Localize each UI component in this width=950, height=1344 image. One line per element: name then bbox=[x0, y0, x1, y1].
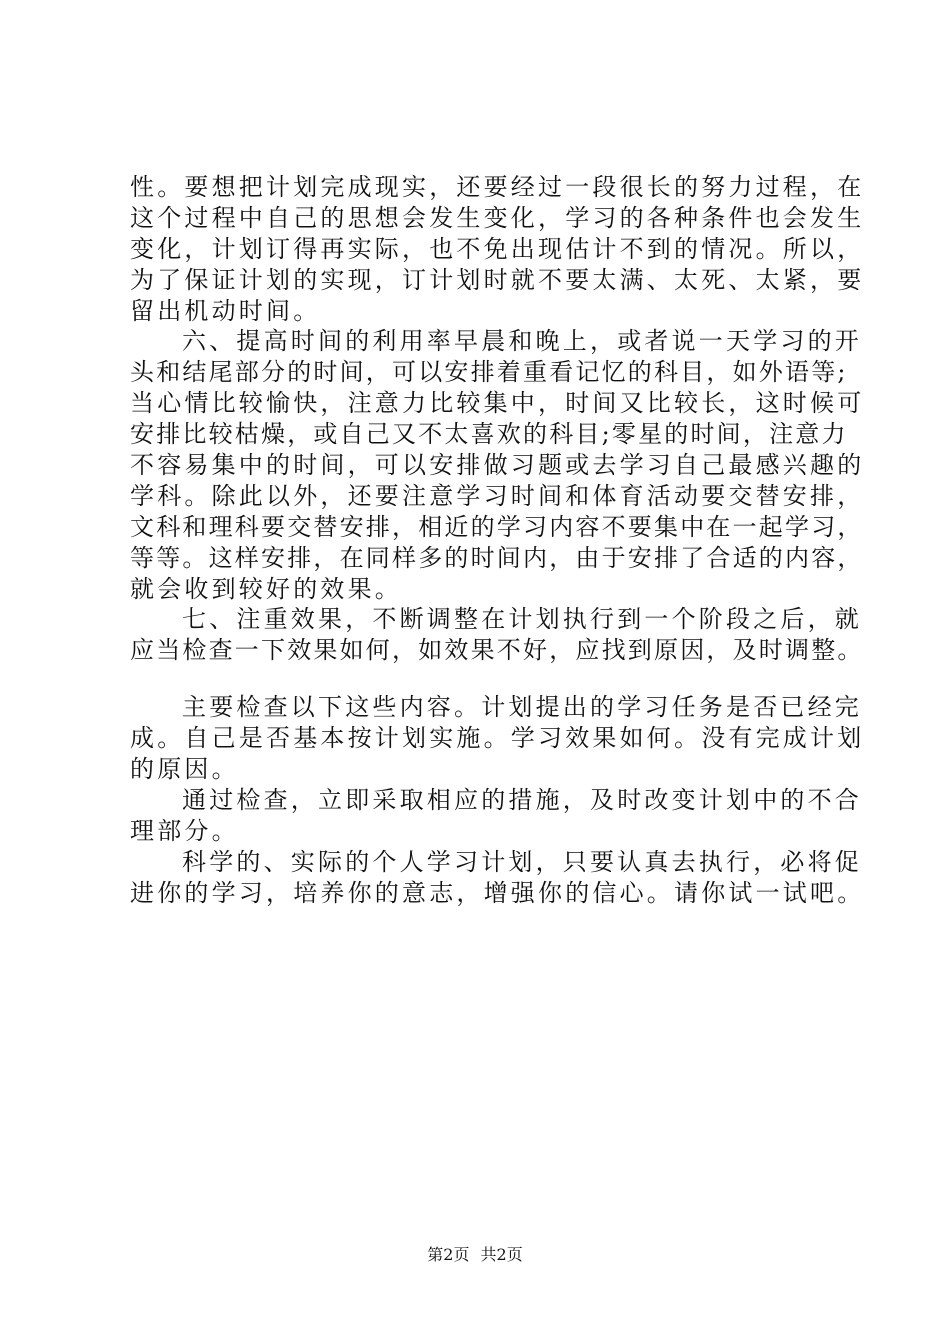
text-line: 当心情比较愉快，注意力比较集中，时间又比较长，这时候可 bbox=[130, 389, 865, 418]
document-body bbox=[130, 172, 865, 908]
text-line: 进你的学习，培养你的意志，增强你的信心。请你试一试吧。 bbox=[130, 878, 865, 907]
text-line: 理部分。 bbox=[130, 816, 239, 845]
page-footer bbox=[0, 1245, 950, 1265]
text-line: 头和结尾部分的时间，可以安排着重看记忆的科目，如外语等; bbox=[130, 358, 848, 387]
text-line: 安排比较枯燥，或自己又不太喜欢的科目;零星的时间，注意力 bbox=[130, 420, 848, 449]
text-line: 七、注重效果，不断调整在计划执行到一个阶段之后，就 bbox=[182, 605, 862, 634]
text-line: 科学的、实际的个人学习计划，只要认真去执行，必将促 bbox=[182, 847, 862, 876]
text-line: 为了保证计划的实现，订计划时就不要太满、太死、太紧，要 bbox=[130, 265, 865, 294]
text-line: 这个过程中自己的思想会发生变化，学习的各种条件也会发生 bbox=[130, 203, 865, 232]
text-line: 应当检查一下效果如何，如效果不好，应找到原因，及时调整。 bbox=[130, 636, 864, 665]
text-line: 变化，计划订得再实际，也不免出现估计不到的情况。所以， bbox=[130, 234, 865, 263]
text-line: 文科和理科要交替安排，相近的学习内容不要集中在一起学习， bbox=[130, 512, 864, 541]
text-line: 就会收到较好的效果。 bbox=[130, 574, 402, 603]
page-total: 共2页 bbox=[480, 1245, 523, 1264]
text-line: 学科。除此以外，还要注意学习时间和体育活动要交替安排， bbox=[130, 481, 865, 510]
text-line: 主要检查以下这些内容。计划提出的学习任务是否已经完 bbox=[182, 693, 862, 722]
text-line: 留出机动时间。 bbox=[130, 296, 321, 325]
text-line: 不容易集中的时间，可以安排做习题或去学习自己最感兴趣的 bbox=[130, 451, 865, 480]
page-number: 第2页 bbox=[427, 1245, 470, 1264]
text-line: 通过检查，立即采取相应的措施，及时改变计划中的不合 bbox=[182, 785, 862, 814]
text-line: 六、提高时间的利用率早晨和晚上，或者说一天学习的开 bbox=[182, 327, 862, 356]
text-line: 性。要想把计划完成现实，还要经过一段很长的努力过程，在 bbox=[130, 173, 865, 201]
text-line: 等等。这样安排，在同样多的时间内，由于安排了合适的内容， bbox=[130, 543, 864, 572]
text-line: 的原因。 bbox=[130, 755, 239, 784]
paragraph-gap bbox=[130, 666, 850, 692]
text-line: 成。自己是否基本按计划实施。学习效果如何。没有完成计划 bbox=[130, 724, 865, 753]
